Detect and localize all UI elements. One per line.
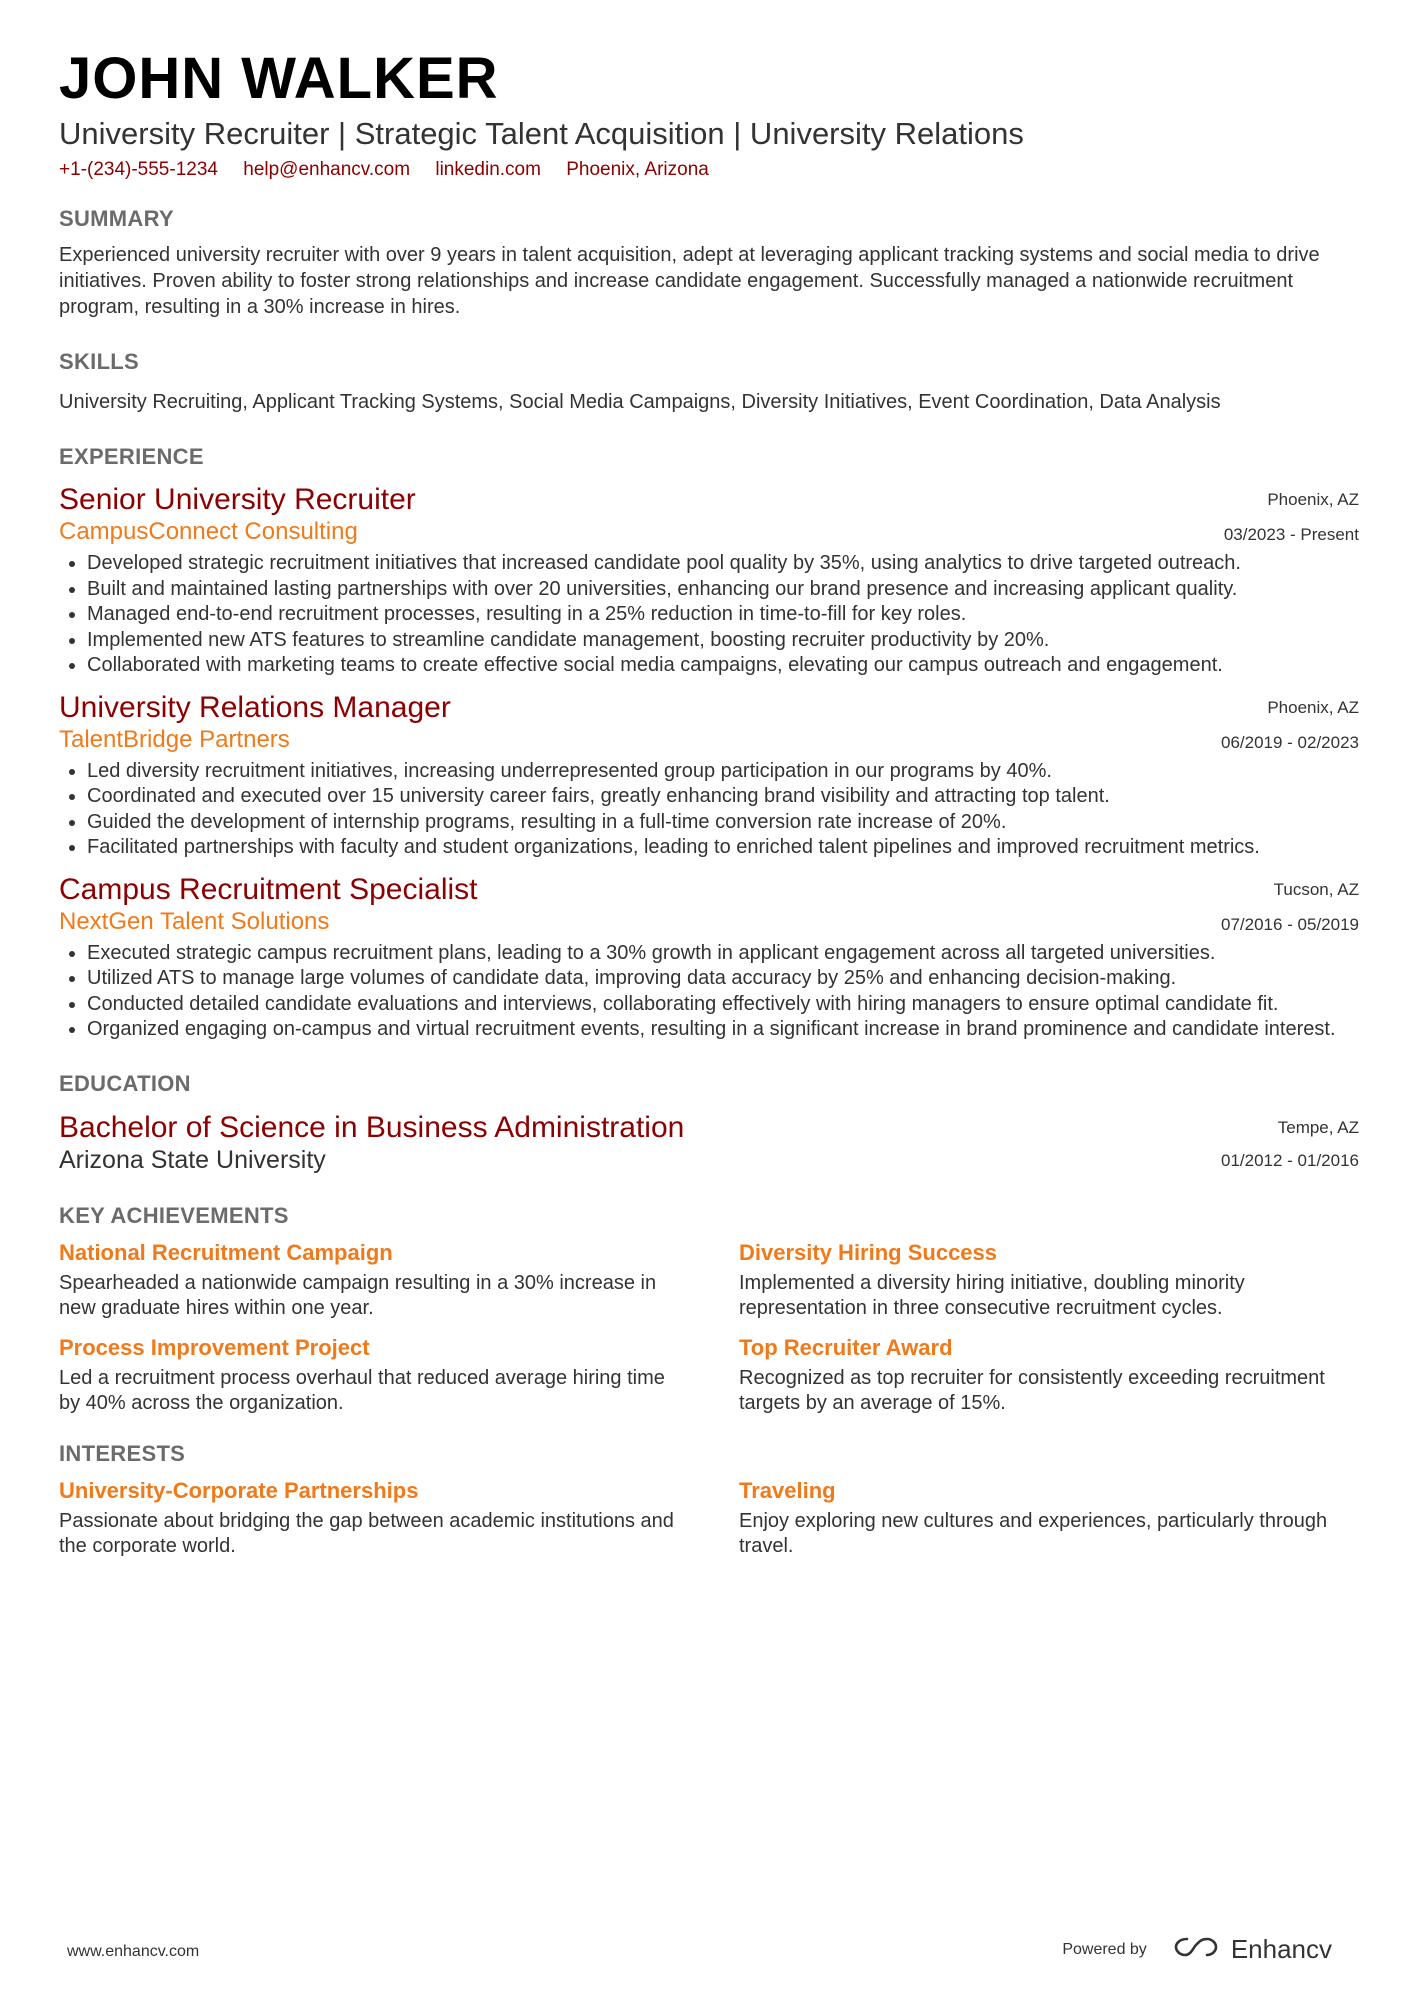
achievement-item — [739, 1239, 1359, 1322]
skills-text: University Recruiting, Applicant Tracking Systems, Social Media Campaigns, Diversity Initiatives, Event Coordination, Data Analysis — [59, 391, 1221, 413]
achievements-title: KEY ACHIEVEMENTS — [59, 1202, 289, 1228]
achievement-item — [59, 1239, 679, 1322]
job-bullet: • Facilitated partnerships with faculty and student organizations, leading to enriched talent pipelines and improved recruitment metrics. — [87, 835, 1359, 861]
job-bullet: • Utilized ATS to manage large volumes of candidate data, improving data accuracy by 25% and enhancing decision-making. — [87, 966, 1359, 992]
achievement-title: National Recruitment Campaign — [59, 1239, 393, 1265]
interest-title: University-Corporate Partnerships — [59, 1477, 419, 1503]
summary-text: Experienced university recruiter with over 9 years in talent acquisition, adept at leveraging applicant tracking systems and social media to drive initiatives. Proven ability to foster strong relationships and increase candidate engagement. Successfully managed a nationwide recruitment program, resulting in a 30% increase in hires. — [59, 244, 1320, 318]
job-bullet: • Built and maintained lasting partnerships with over 20 universities, enhancing our brand presence and increasing applicant quality. — [87, 577, 1359, 603]
job-bullet: • Organized engaging on-campus and virtual recruitment events, resulting in a significant increase in brand prominence and candidate interest. — [87, 1017, 1359, 1043]
footer-website[interactable]: www.enhancv.com — [67, 1943, 200, 1960]
education-section — [59, 1071, 1359, 1175]
interests-title: INTERESTS — [59, 1440, 186, 1466]
achievements-section — [59, 1203, 1359, 1417]
enhancv-logo-icon — [1173, 1934, 1219, 1965]
resume-header — [59, 48, 1359, 182]
summary-section — [59, 206, 1359, 320]
job-dates: 07/2016 - 05/2019 — [1220, 914, 1359, 934]
powered-by-label: Powered by — [1062, 1940, 1147, 1958]
interest-item — [59, 1477, 679, 1560]
achievements-row — [59, 1334, 1359, 1417]
achievements-row — [59, 1239, 1359, 1322]
job-title: Campus Recruitment Specialist — [59, 872, 478, 906]
school-name: Arizona State University — [59, 1145, 326, 1174]
job-dates: 03/2023 - Present — [1223, 525, 1359, 544]
job-entry — [59, 873, 1359, 1043]
job-bullets — [59, 551, 1359, 679]
job-bullets — [59, 759, 1359, 861]
job-bullets — [59, 941, 1359, 1043]
job-entry — [59, 691, 1359, 861]
experience-section — [59, 444, 1359, 1043]
footer-branding — [1062, 1934, 1332, 1965]
achievement-title: Top Recruiter Award — [739, 1334, 953, 1360]
skills-title: SKILLS — [59, 349, 140, 374]
job-dates: 06/2019 - 02/2023 — [1220, 732, 1359, 752]
achievement-item — [59, 1334, 679, 1417]
skills-section — [59, 349, 1359, 415]
achievement-text: Led a recruitment process overhaul that reduced average hiring time by 40% across the organization. — [59, 1366, 665, 1414]
summary-title: SUMMARY — [59, 206, 174, 231]
achievement-text: Recognized as top recruiter for consistently exceeding recruitment targets by an average of 15%. — [739, 1366, 1325, 1414]
contact-email[interactable]: help@enhancv.com — [243, 159, 411, 180]
job-company: TalentBridge Partners — [59, 725, 290, 753]
resume-page — [59, 48, 1359, 1560]
job-bullet: • Developed strategic recruitment initiatives that increased candidate pool quality by 35%, using analytics to drive targeted outreach. — [87, 551, 1359, 577]
interest-item — [739, 1477, 1359, 1560]
experience-title: EXPERIENCE — [59, 444, 204, 469]
achievement-text: Implemented a diversity hiring initiative, doubling minority representation in three consecutive recruitment cycles. — [739, 1271, 1245, 1319]
contact-linkedin[interactable]: linkedin.com — [435, 159, 541, 180]
job-location: Phoenix, AZ — [1267, 697, 1359, 717]
interest-text: Enjoy exploring new cultures and experiences, particularly through travel. — [739, 1509, 1328, 1557]
job-location: Phoenix, AZ — [1267, 490, 1359, 509]
contact-line — [59, 158, 1359, 182]
achievement-item — [739, 1334, 1359, 1417]
job-bullet: • Collaborated with marketing teams to create effective social media campaigns, elevating our campus outreach and engagement. — [87, 653, 1359, 679]
education-dates: 01/2012 - 01/2016 — [1220, 1150, 1359, 1170]
contact-phone[interactable]: +1-(234)-555-1234 — [59, 159, 218, 180]
job-entry — [59, 483, 1359, 679]
education-entry — [59, 1111, 1359, 1175]
achievement-title: Process Improvement Project — [59, 1334, 370, 1360]
job-bullet: • Implemented new ATS features to streamline candidate management, boosting recruiter productivity by 20%. — [87, 628, 1359, 654]
job-location: Tucson, AZ — [1273, 879, 1359, 899]
degree-title: Bachelor of Science in Business Administration — [59, 1110, 685, 1144]
contact-location: Phoenix, Arizona — [566, 159, 709, 180]
job-bullet: • Managed end-to-end recruitment processes, resulting in a 25% reduction in time-to-fill for key roles. — [87, 602, 1359, 628]
achievement-title: Diversity Hiring Success — [739, 1239, 998, 1265]
interest-text: Passionate about bridging the gap between academic institutions and the corporate world. — [59, 1509, 674, 1557]
job-title: Senior University Recruiter — [59, 483, 416, 516]
job-bullet: • Led diversity recruitment initiatives, increasing underrepresented group participation in our programs by 40%. — [87, 759, 1359, 785]
interests-section — [59, 1441, 1359, 1560]
education-location: Tempe, AZ — [1277, 1117, 1359, 1137]
job-bullet: • Guided the development of internship programs, resulting in a full-time conversion rate increase of 20%. — [87, 810, 1359, 836]
interests-row — [59, 1477, 1359, 1560]
achievement-text: Spearheaded a nationwide campaign resulting in a 30% increase in new graduate hires within one year. — [59, 1271, 657, 1319]
enhancv-brand: Enhancv — [1230, 1934, 1332, 1964]
education-title: EDUCATION — [59, 1070, 191, 1096]
job-company: CampusConnect Consulting — [59, 518, 358, 545]
job-bullet: • Coordinated and executed over 15 university career fairs, greatly enhancing brand visibility and attracting top talent. — [87, 784, 1359, 810]
headline: University Recruiter | Strategic Talent Acquisition | University Relations — [59, 116, 1024, 151]
job-bullet: • Executed strategic campus recruitment plans, leading to a 30% growth in applicant engagement across all targeted universities. — [87, 941, 1359, 967]
job-title: University Relations Manager — [59, 690, 451, 724]
job-bullet: • Conducted detailed candidate evaluations and interviews, collaborating effectively with hiring managers to ensure optimal candidate fit. — [87, 992, 1359, 1018]
interest-title: Traveling — [739, 1477, 836, 1503]
job-company: NextGen Talent Solutions — [59, 907, 330, 935]
candidate-name: JOHN WALKER — [59, 46, 499, 111]
